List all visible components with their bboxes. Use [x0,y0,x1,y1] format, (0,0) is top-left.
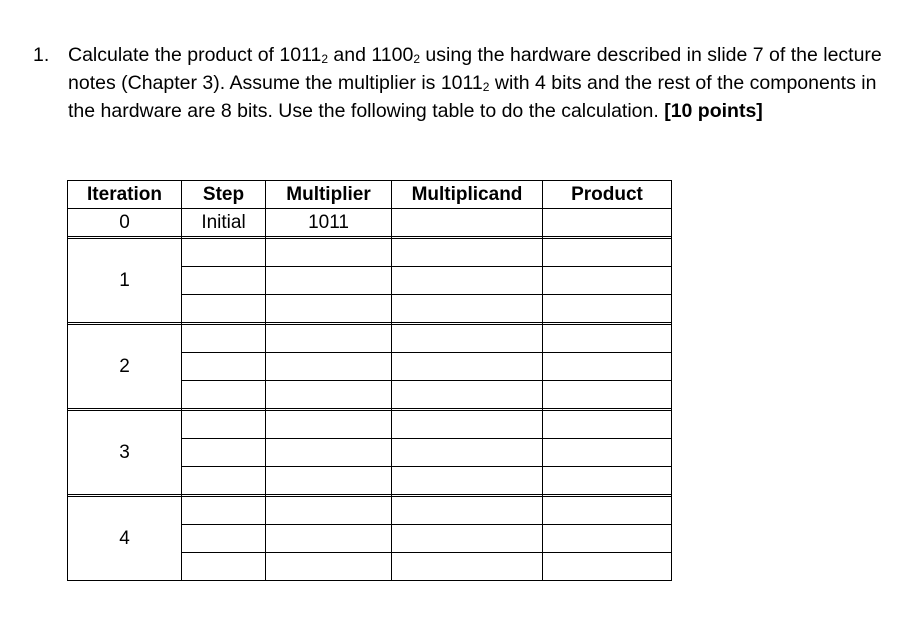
cell-step[interactable] [182,467,266,495]
question-points: [10 points] [664,100,763,122]
cell-multiplicand[interactable] [392,295,543,323]
cell-multiplicand[interactable] [392,497,543,525]
question-text-part1: Calculate the product of 1011 [68,44,322,66]
table-row [68,239,672,267]
table-row [68,325,672,353]
subscript-base-1: 2 [321,52,328,66]
question-text-part2: and 1100 [328,44,414,66]
question-text-part4: with 4 bits and the rest of the components in the hardware are 8 bits. Use the following table to do the calculation. [68,72,877,122]
cell-multiplicand[interactable] [392,467,543,495]
cell-multiplier[interactable] [266,553,392,581]
cell-iteration: 2 [68,325,182,409]
cell-iteration-0: 0 [68,209,182,237]
cell-iteration: 4 [68,497,182,581]
cell-step[interactable] [182,325,266,353]
cell-step[interactable] [182,239,266,267]
cell-multiplier[interactable] [266,467,392,495]
cell-multiplicand[interactable] [392,411,543,439]
cell-multiplicand[interactable] [392,239,543,267]
cell-multiplier[interactable] [266,497,392,525]
cell-iteration: 3 [68,411,182,495]
cell-product[interactable] [543,439,672,467]
cell-multiplicand[interactable] [392,439,543,467]
cell-multiplier-initial: 1011 [266,209,392,237]
cell-product[interactable] [543,497,672,525]
cell-multiplier[interactable] [266,325,392,353]
question-text [68,41,893,125]
cell-multiplicand-initial[interactable] [392,209,543,237]
cell-step[interactable] [182,267,266,295]
cell-product[interactable] [543,467,672,495]
cell-step[interactable] [182,553,266,581]
cell-multiplicand[interactable] [392,353,543,381]
cell-product[interactable] [543,295,672,323]
cell-product[interactable] [543,411,672,439]
cell-product[interactable] [543,239,672,267]
cell-step[interactable] [182,411,266,439]
cell-multiplier[interactable] [266,381,392,409]
cell-product[interactable] [543,267,672,295]
cell-product[interactable] [543,381,672,409]
cell-step[interactable] [182,381,266,409]
cell-product[interactable] [543,325,672,353]
cell-multiplier[interactable] [266,525,392,553]
cell-multiplicand[interactable] [392,381,543,409]
cell-multiplicand[interactable] [392,553,543,581]
header-multiplier: Multiplier [266,181,392,209]
question-number: 1. [33,44,50,66]
cell-multiplier[interactable] [266,353,392,381]
cell-product[interactable] [543,525,672,553]
cell-product[interactable] [543,553,672,581]
cell-iteration: 1 [68,239,182,323]
cell-multiplicand[interactable] [392,525,543,553]
cell-step[interactable] [182,295,266,323]
cell-multiplicand[interactable] [392,267,543,295]
cell-multiplier[interactable] [266,267,392,295]
table-row-initial [68,209,672,237]
question-block [33,41,893,125]
table-row [68,411,672,439]
header-step: Step [182,181,266,209]
table-row [68,497,672,525]
cell-step[interactable] [182,439,266,467]
cell-product-initial[interactable] [543,209,672,237]
cell-multiplier[interactable] [266,295,392,323]
subscript-base-3: 2 [482,80,490,94]
cell-multiplier[interactable] [266,439,392,467]
header-iteration: Iteration [68,181,182,209]
cell-step[interactable] [182,497,266,525]
cell-product[interactable] [543,353,672,381]
table-header-row [68,181,672,209]
cell-step[interactable] [182,353,266,381]
subscript-base-2: 2 [413,52,420,66]
cell-multiplier[interactable] [266,239,392,267]
cell-multiplier[interactable] [266,411,392,439]
calculation-table [67,180,672,581]
header-product: Product [543,181,672,209]
cell-step-initial: Initial [182,209,266,237]
header-multiplicand: Multiplicand [392,181,543,209]
cell-multiplicand[interactable] [392,325,543,353]
cell-step[interactable] [182,525,266,553]
question-text-part3: using the hardware described in slide 7 of the lecture notes (Chapter 3). Assume the multiplier is 1011 [68,44,882,94]
